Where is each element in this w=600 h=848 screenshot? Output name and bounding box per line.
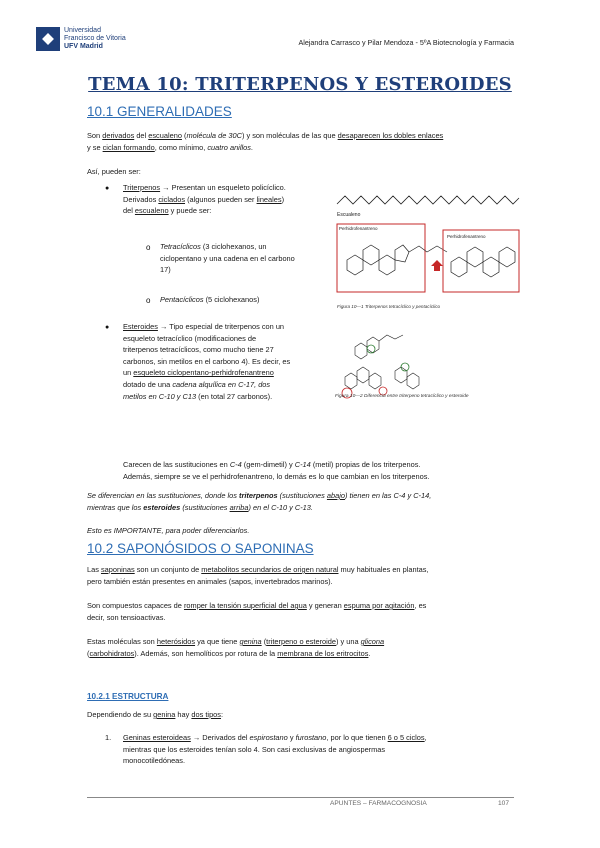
page-title: TEMA 10: TRITERPENOS Y ESTEROIDES — [88, 74, 512, 95]
sub-bullet-pentaciclicos — [160, 294, 328, 306]
arrow-icon — [431, 260, 443, 271]
paragraph-pueden-ser: Así, pueden ser: — [87, 167, 141, 176]
logo-text — [64, 27, 154, 51]
text: metabolitos secundarios de origen natural — [201, 565, 339, 574]
subsection-heading-estructura: 10.2.1 ESTRUCTURA — [87, 692, 169, 701]
text: : — [221, 710, 224, 719]
text: pero también están presentes en animales (sapos, invertebrados marinos). — [87, 576, 333, 586]
text: cadena alquílica en C-17, dos — [172, 379, 271, 389]
text: espirostano — [249, 733, 288, 742]
sub-bullet-icon: o — [146, 296, 151, 305]
bullet-esteroides — [123, 321, 328, 402]
logo-mark-icon — [36, 27, 60, 51]
section-heading-saponinas: 10.2 SAPONÓSIDOS O SAPONINAS — [87, 541, 314, 556]
text: heterósidos — [156, 637, 196, 646]
text: carbohidratos — [89, 648, 135, 658]
text: (sustituciones — [180, 502, 230, 512]
text: lineales — [256, 194, 282, 204]
text: Pentacíclicos — [160, 295, 204, 304]
text: , por lo que tienen — [326, 733, 388, 742]
text: y — [287, 733, 296, 742]
text: glicona — [360, 637, 385, 646]
text: (sustituciones — [277, 491, 327, 500]
logo-line-1: Universidad — [64, 27, 101, 34]
footer-subject: APUNTES – FARMACOGNOSIA — [330, 800, 427, 807]
text: arriba — [229, 502, 249, 512]
text: escualeno — [134, 206, 169, 216]
text: ciclados — [158, 194, 186, 204]
text: ) y son moléculas de las que — [241, 131, 338, 140]
text: (algunos pueden ser — [185, 194, 257, 204]
paragraph-heterosidos — [87, 636, 519, 659]
text: Esteroides — [123, 322, 158, 331]
list-number: 1. — [105, 733, 112, 742]
text: C-14 — [294, 460, 311, 469]
text: ( — [87, 648, 90, 658]
text: Dependiendo de su — [87, 710, 154, 719]
text: molécula de 30C — [186, 131, 242, 140]
text: ya que tiene — [195, 637, 240, 646]
text: ) tienen en las C-4 y C-14, — [345, 491, 432, 500]
triterpene-structures-figure — [335, 190, 521, 312]
bullet-icon: ● — [105, 185, 110, 192]
text: triterpenos tetracíclicos, como mucho tiene 27 — [123, 345, 274, 355]
figure-caption-1: Figura 10—1 Triterpenos tetracíclico y pentacíclico — [337, 304, 441, 309]
text: cuatro anillos — [207, 142, 251, 152]
text: esqueleto ciclopentano-perhidrofenantreno — [133, 368, 274, 378]
text: y se — [87, 142, 103, 152]
text: derivados — [102, 131, 135, 140]
text: Las — [87, 565, 101, 574]
text: . — [368, 648, 371, 658]
text: C-4 — [229, 460, 242, 469]
text: Tetracíclicos — [160, 242, 201, 251]
squalene-chain — [337, 196, 519, 204]
text: triterpeno o esteroide — [266, 637, 337, 646]
text: genina — [153, 710, 176, 719]
text: (5 ciclohexanos) — [203, 295, 260, 304]
text: esqueleto tetracíclico (modificaciones de — [123, 333, 257, 343]
text: → Derivados del — [190, 733, 250, 742]
text: (3 ciclohexanos, un — [200, 242, 267, 251]
text: Estas moléculas son — [87, 637, 157, 646]
text: saponinas — [100, 565, 135, 574]
text: monocotiledóneas. — [123, 756, 186, 766]
text: ) y una — [336, 637, 361, 646]
text: Además, siempre se ve el perhidrofenantreno, lo demás es lo que cambian en los triterpenos. — [123, 471, 430, 481]
text: esteroides — [143, 502, 181, 512]
text: Derivados — [123, 194, 159, 204]
paragraph-tensioactivas — [87, 600, 519, 623]
bullet-triterpenos — [123, 182, 328, 217]
figure-caption-2: Figura 10—2 Diferencia entre triterpeno tetracíclico y esteroide — [335, 394, 469, 399]
sub-bullet-tetraciclicos — [160, 241, 328, 276]
bullet-icon: ● — [105, 324, 110, 331]
text: ( — [261, 637, 267, 646]
text: Geninas esteroideas — [123, 733, 191, 742]
list-item-geninas-esteroideas — [123, 732, 519, 767]
tetracyclic-rings — [347, 245, 447, 275]
text: 17) — [160, 265, 171, 275]
paragraph-importante: Esto es IMPORTANTE, para poder diferenciarlos. — [87, 526, 250, 535]
header-authors: Alejandra Carrasco y Pilar Mendoza - 5ºA Biotecnología y Farmacia — [298, 38, 514, 47]
text: Triterpenos — [123, 183, 161, 192]
pentacyclic-rings — [451, 247, 515, 277]
section-heading-generalidades: 10.1 GENERALIDADES — [87, 104, 232, 119]
university-logo — [36, 27, 146, 57]
perhidro-label-left: Perhidrofenantreno — [339, 226, 378, 231]
perhidro-label-right: Perhidrofenantreno — [447, 234, 486, 239]
text: escualeno — [148, 131, 182, 140]
highlight-box-right — [443, 230, 519, 292]
text: 6 o 5 ciclos — [387, 733, 425, 742]
paragraph-saponinas — [87, 564, 519, 587]
text: dos tipos — [191, 710, 221, 719]
text: triterpenos — [239, 491, 278, 500]
text: son un conjunto de — [134, 565, 202, 574]
sub-bullet-icon: o — [146, 243, 151, 252]
text: romper la tensión superficial del agua — [183, 601, 307, 610]
footer-divider — [87, 797, 514, 798]
text: ciclopentano y una cadena en el carbono — [160, 253, 295, 263]
text: y puede ser: — [168, 206, 212, 216]
text: → Presentan un esqueleto policíclico. — [160, 183, 286, 192]
text: . — [250, 142, 253, 152]
squalene-label: Escualeno — [337, 212, 361, 218]
text: → Tipo especial de triterpenos con un — [157, 322, 285, 331]
text: un — [123, 368, 134, 378]
text: ). Además, son hemolíticos por rotura de la — [134, 648, 278, 658]
text: abajo — [326, 491, 346, 500]
paragraph-carecen — [123, 459, 518, 482]
paragraph-intro — [87, 130, 517, 153]
text: del — [134, 131, 149, 140]
paragraph-diferencias — [87, 490, 522, 513]
text: , como mínimo, — [154, 142, 208, 152]
text: muy habituales en plantas, — [338, 565, 429, 574]
steroid-rings-top — [355, 335, 403, 359]
text: ) en el C-10 y C-13. — [248, 502, 313, 512]
text: espuma por agitación — [343, 601, 415, 610]
text: (en total 27 carbonos). — [196, 391, 273, 401]
footer-page-number: 107 — [498, 800, 510, 807]
text: y generan — [306, 601, 344, 610]
text: Son compuestos capaces de — [87, 601, 184, 610]
text: carbonos, sin metilos en el carbono 4). Es decir, es — [123, 356, 291, 366]
text: mientras que los — [87, 502, 144, 512]
text: mientras que los esteroides tenían solo 4. Son casi exclusivas de angiospermas — [123, 744, 386, 754]
text: ) — [281, 194, 285, 204]
text: decir, son tensioactivas. — [87, 612, 166, 622]
text: Son — [87, 131, 103, 140]
text: (gem-dimetil) y — [241, 460, 295, 469]
text: hay — [175, 710, 192, 719]
text: Carecen de las sustituciones en — [123, 460, 230, 469]
text: , es — [414, 601, 427, 610]
text: genina — [239, 637, 262, 646]
text: ciclan formando — [102, 142, 155, 152]
text: del — [123, 206, 135, 216]
text: , — [424, 733, 427, 742]
text: desaparecen los dobles enlaces — [337, 131, 444, 140]
paragraph-dependiendo — [87, 709, 223, 721]
text: Se diferencian en las sustituciones, donde los — [87, 491, 240, 500]
text: furostano — [295, 733, 327, 742]
text: (metil) propias de los triterpenos. — [310, 460, 421, 469]
text: membrana de los eritrocitos — [277, 648, 369, 658]
text: ( — [181, 131, 187, 140]
logo-line-2: Francisco de Vitoria — [64, 35, 126, 42]
text: dotado de una — [123, 379, 173, 389]
logo-line-3: UFV Madrid — [64, 43, 103, 50]
text: metilos en C-10 y C13 — [123, 391, 197, 401]
